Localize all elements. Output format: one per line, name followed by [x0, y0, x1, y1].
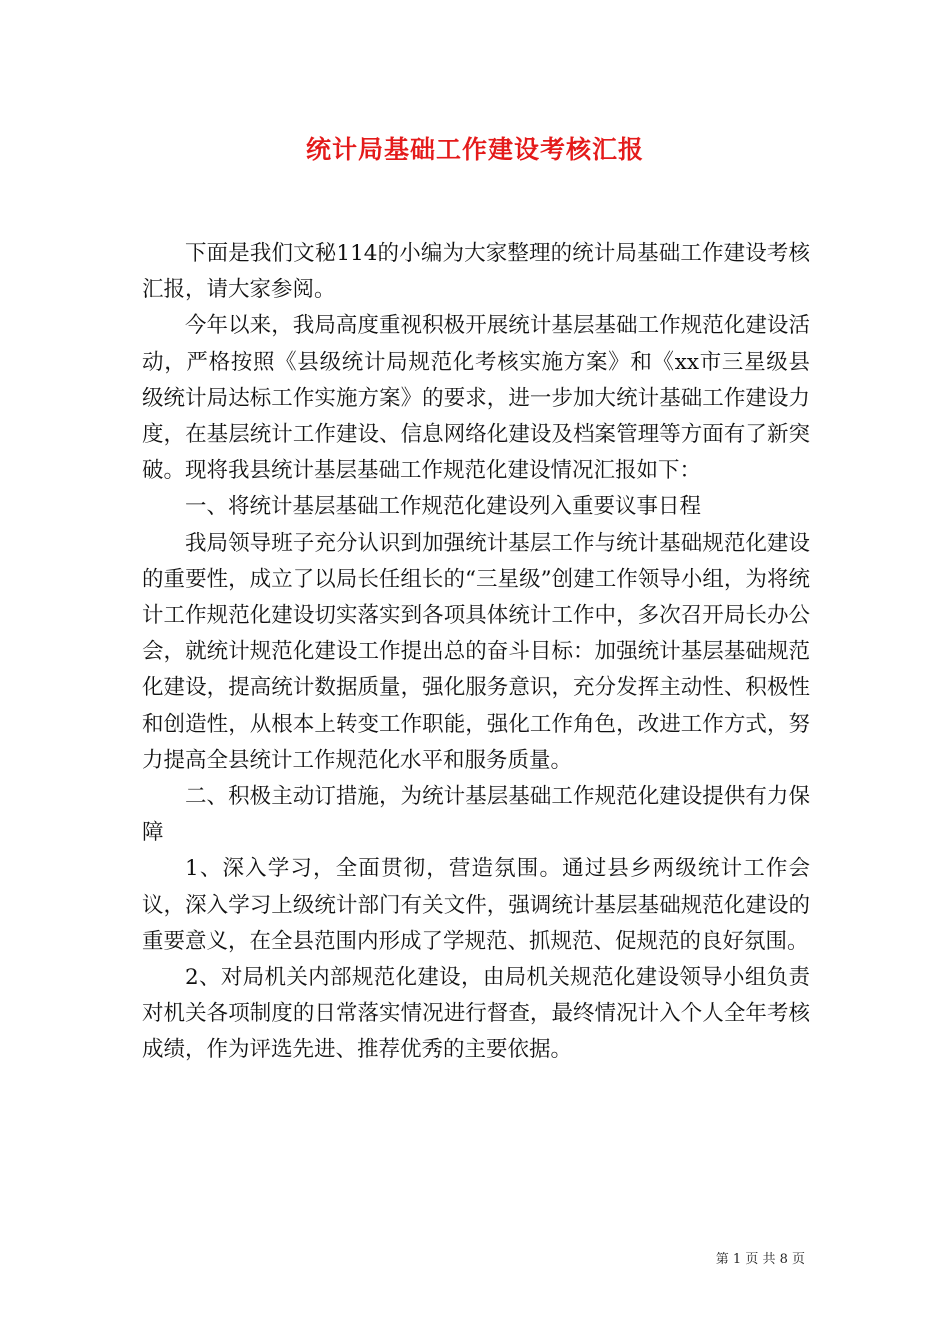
document-title: 统计局基础工作建设考核汇报 [305, 135, 644, 164]
section-heading-1: 一、将统计基层基础工作规范化建设列入重要议事日程 [185, 494, 702, 520]
page-number-footer: 第 1 页 共 8 页 [715, 1252, 805, 1267]
paragraph-intro: 下面是我们文秘114的小编为大家整理的统计局基础工作建设考核汇报，请大家参阅。 [142, 241, 810, 303]
paragraph-item-2: 2、对局机关内部规范化建设，由局机关规范化建设领导小组负责对机关各项制度的日常落实情况进行督查，最终情况计入个人全年考核成绩，作为评选先进、推荐优秀的主要依据。 [142, 965, 810, 1063]
paragraph-item-1: 1、深入学习，全面贯彻，营造氛围。通过县乡两级统计工作会议，深入学习上级统计部门有关文件，强调统计基层基础规范化建设的重要意义，在全县范围内形成了学规范、抓规范、促规范的良好氛围。 [142, 856, 810, 954]
paragraph-section-1: 我局领导班子充分认识到加强统计基层工作与统计基础规范化建设的重要性，成立了以局长任组长的“三星级”创建工作领导小组，为将统计工作规范化建设切实落实到各项具体统计工作中，多次召开局长办公会，就统计规范化建设工作提出总的奋斗目标：加强统计基层基础规范化建设，提高统计数据质量，强化服务意识，充分发挥主动性、积极性和创造性，从根本上转变工作职能，强化工作角色，改进工作方式，努力提高全县统计工作规范化水平和服务质量。 [142, 530, 810, 773]
document-body [142, 236, 810, 1069]
paragraph-overview: 今年以来，我局高度重视积极开展统计基层基础工作规范化建设活动，严格按照《县级统计局规范化考核实施方案》和《xx市三星级县级统计局达标工作实施方案》的要求，进一步加大统计基础工作建设力度，在基层统计工作建设、信息网络化建设及档案管理等方面有了新突破。现将我县统计基层基础工作规范化建设情况汇报如下： [142, 313, 810, 484]
section-heading-2: 二、积极主动订措施，为统计基层基础工作规范化建设提供有力保障 [142, 784, 810, 846]
